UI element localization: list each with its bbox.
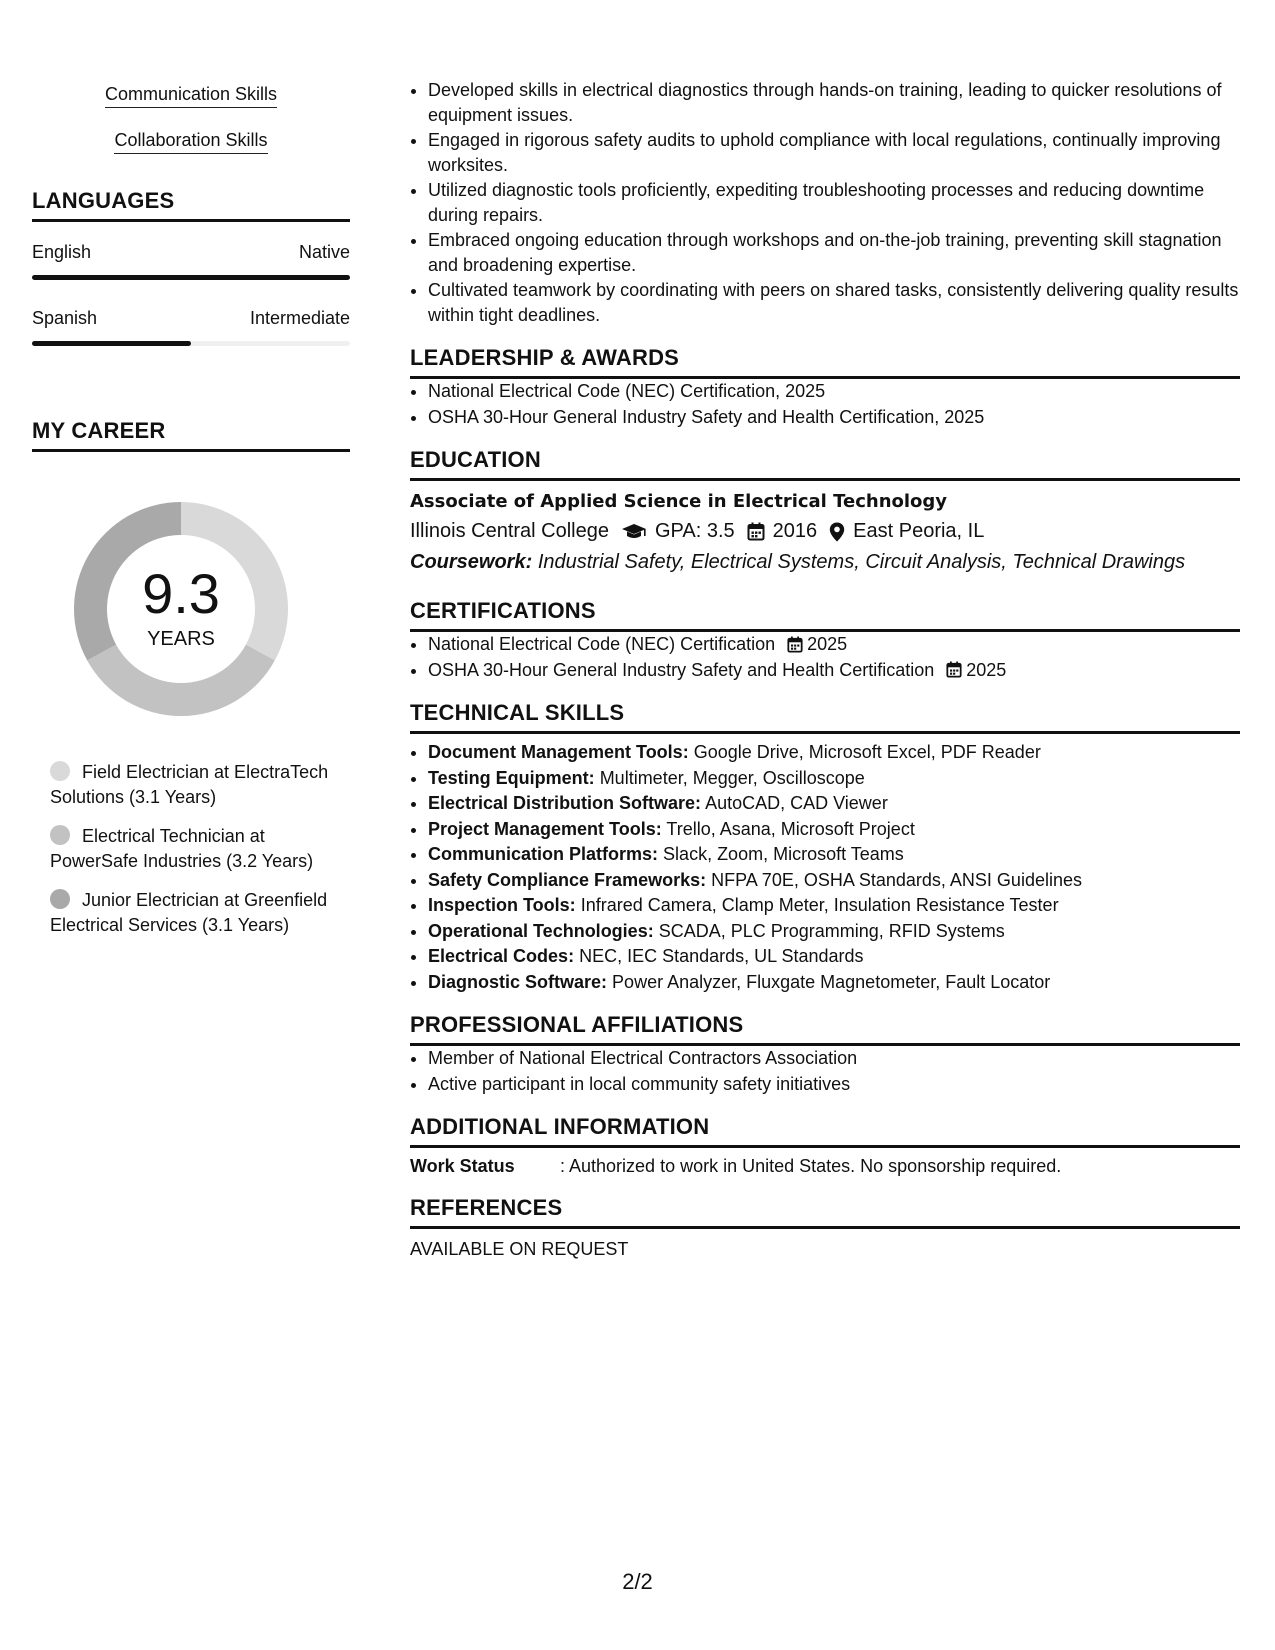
list-item: • Communication Platforms: Slack, Zoom, Microsoft Teams — [428, 842, 1240, 867]
list-item: • Active participant in local community safety initiatives — [428, 1072, 1240, 1097]
education-gpa: GPA: 3.5 — [654, 520, 735, 542]
list-item: • Diagnostic Software: Power Analyzer, Fluxgate Magnetometer, Fault Locator — [428, 970, 1240, 995]
page-number: 2/2 — [622, 1569, 653, 1594]
references-text: AVAILABLE ON REQUEST — [410, 1239, 629, 1259]
language-item — [32, 308, 350, 346]
languages-heading: LANGUAGES — [32, 188, 350, 222]
list-item: • Utilized diagnostic tools proficiently, expediting troubleshooting processes and reducing downtime during repairs. — [428, 178, 1240, 227]
education-details — [410, 520, 1240, 543]
language-level: Intermediate — [249, 308, 350, 328]
list-item: • Document Management Tools: Google Drive, Microsoft Excel, PDF Reader — [428, 740, 1240, 765]
work-status-label: Work Status — [410, 1156, 515, 1176]
skill-tag: Communication Skills — [32, 84, 350, 108]
list-item: • Member of National Electrical Contractors Association — [428, 1046, 1240, 1071]
calendar-icon — [747, 522, 765, 541]
technical-skills-heading: TECHNICAL SKILLS — [410, 700, 1240, 734]
education-school: Illinois Central College — [410, 520, 609, 542]
leadership-heading: LEADERSHIP & AWARDS — [410, 345, 1240, 379]
education-year: 2016 — [772, 520, 818, 542]
legend-dot-icon — [50, 889, 70, 909]
certifications-heading: CERTIFICATIONS — [410, 598, 1240, 632]
education-degree: Associate of Applied Science in Electrical Technology — [410, 491, 948, 512]
references-heading: REFERENCES — [410, 1195, 1240, 1229]
list-item: • Developed skills in electrical diagnostics through hands-on training, leading to quicker resolutions of equipment issues. — [428, 78, 1240, 127]
right-column — [410, 78, 1240, 1260]
list-item: • Engaged in rigorous safety audits to uphold compliance with local regulations, continually improving worksites. — [428, 128, 1240, 177]
career-legend-item: Field Electrician at ElectraTech Solutions (3.1 Years) — [50, 762, 329, 807]
affiliations-list — [410, 1046, 1240, 1096]
list-item: • Safety Compliance Frameworks: NFPA 70E, OSHA Standards, ANSI Guidelines — [428, 868, 1240, 893]
list-item: • Testing Equipment: Multimeter, Megger, Oscilloscope — [428, 766, 1240, 791]
career-donut — [66, 494, 296, 724]
list-item: • National Electrical Code (NEC) Certification, 2025 — [428, 379, 1240, 404]
list-item: • Electrical Codes: NEC, IEC Standards, UL Standards — [428, 944, 1240, 969]
experience-bullets — [410, 78, 1240, 327]
legend-dot-icon — [50, 761, 70, 781]
certification-year: 2025 — [966, 659, 1007, 680]
list-item: • Inspection Tools: Infrared Camera, Clamp Meter, Insulation Resistance Tester — [428, 893, 1240, 918]
career-legend-item: Junior Electrician at Greenfield Electrical Services (3.1 Years) — [50, 890, 328, 935]
certifications-list — [410, 632, 1240, 682]
calendar-icon — [787, 636, 803, 653]
language-bar-fill — [32, 341, 191, 346]
graduation-cap-icon — [621, 523, 647, 541]
work-status-value: : Authorized to work in United States. No sponsorship required. — [560, 1156, 1062, 1176]
additional-info-heading: ADDITIONAL INFORMATION — [410, 1114, 1240, 1148]
list-item: • Operational Technologies: SCADA, PLC Programming, RFID Systems — [428, 919, 1240, 944]
language-bar — [32, 275, 350, 280]
language-bar — [32, 341, 350, 346]
list-item: • Embraced ongoing education through workshops and on-the-job training, preventing skill stagnation and broadening expertise. — [428, 228, 1240, 277]
language-name: English — [32, 242, 92, 262]
legend-dot-icon — [50, 825, 70, 845]
language-item — [32, 242, 350, 280]
map-pin-icon — [829, 522, 845, 542]
list-item: • National Electrical Code (NEC) Certification 2025 — [428, 632, 1240, 657]
leadership-list — [410, 379, 1240, 429]
calendar-icon — [946, 661, 962, 678]
list-item: • OSHA 30-Hour General Industry Safety and Health Certification 2025 — [428, 658, 1240, 683]
list-item: • OSHA 30-Hour General Industry Safety and Health Certification, 2025 — [428, 405, 1240, 430]
career-heading: MY CAREER — [32, 418, 350, 452]
career-total: 9.3 — [142, 562, 220, 625]
certification-year: 2025 — [807, 634, 848, 654]
list-item: • Cultivated teamwork by coordinating with peers on shared tasks, consistently delivering quality results within tight deadlines. — [428, 278, 1240, 327]
left-column — [32, 84, 350, 952]
list-item: • Project Management Tools: Trello, Asana, Microsoft Project — [428, 817, 1240, 842]
technical-skills-list — [410, 740, 1240, 994]
skill-tag: Collaboration Skills — [32, 130, 350, 154]
education-heading: EDUCATION — [410, 447, 1240, 481]
career-legend-item: Electrical Technician at PowerSafe Industries (3.2 Years) — [50, 826, 314, 871]
list-item: • Electrical Distribution Software: AutoCAD, CAD Viewer — [428, 791, 1240, 816]
language-level: Native — [298, 242, 350, 262]
career-legend — [50, 760, 340, 938]
career-unit: YEARS — [147, 628, 215, 650]
affiliations-heading: PROFESSIONAL AFFILIATIONS — [410, 1012, 1240, 1046]
language-bar-fill — [32, 275, 350, 280]
education-coursework: Coursework: Industrial Safety, Electrical Systems, Circuit Analysis, Technical Drawings — [410, 551, 1186, 573]
education-location: East Peoria, IL — [853, 520, 985, 542]
work-status-row — [410, 1156, 1240, 1177]
language-name: Spanish — [32, 308, 98, 328]
